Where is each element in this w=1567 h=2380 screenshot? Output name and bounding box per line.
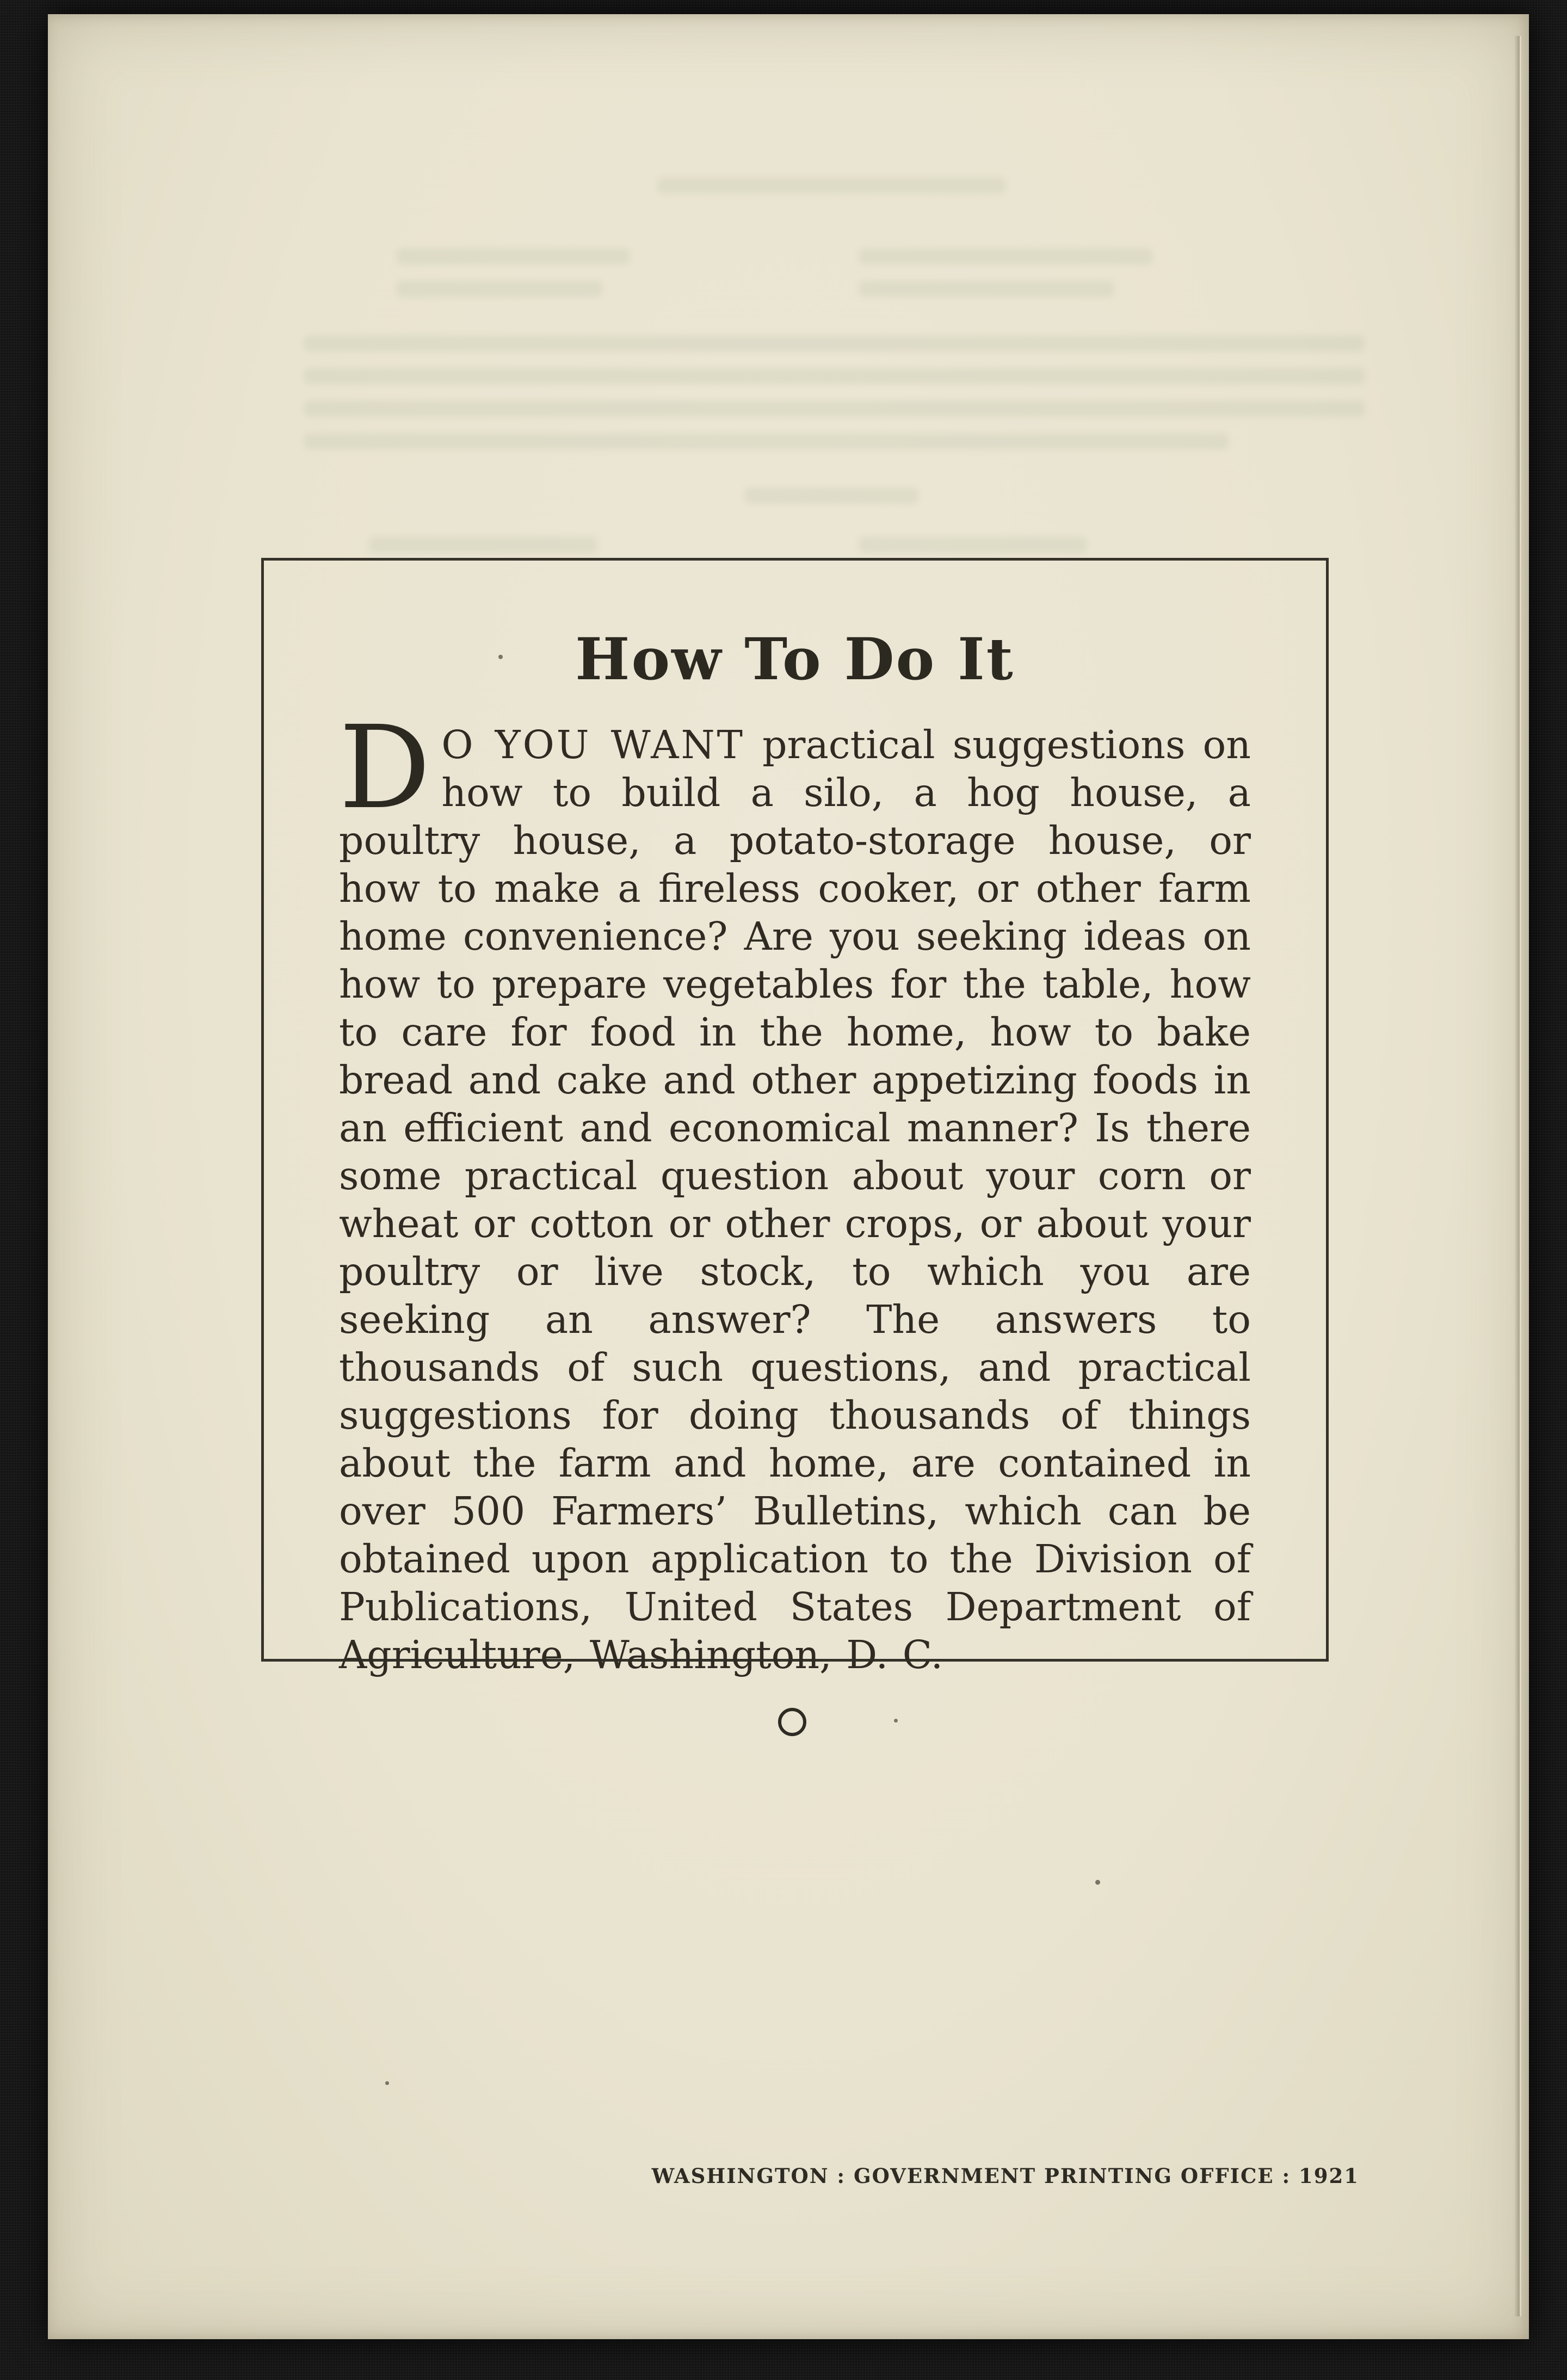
ghost-line xyxy=(657,177,1005,194)
ghost-line xyxy=(304,401,1365,417)
drop-cap: D xyxy=(339,701,431,834)
lead-in-caps: O YOU WANT xyxy=(441,722,745,767)
page-edge xyxy=(1514,36,1521,2316)
ghost-line xyxy=(859,537,1087,553)
ghost-line xyxy=(859,248,1152,265)
ghost-line xyxy=(304,368,1365,384)
ghost-line xyxy=(396,248,630,265)
body-paragraph: practical suggestions on how to build a silo, a hog house, a poultry house, a potato-storage house, or how to make a fireless cooker, or other farm home convenience? Are you seeking ideas on how to prepare vegetables for the table, how to care for food in the home, how to bake bread and cake and other appetizing foods in an efficient and economical manner? Is there some practical question about your corn or wheat or cotton or other crops, or about your poultry or live stock, to which you are seeking an answer? The answers to thousands of such questions, and practical suggestions for doing thousands of things about the farm and home, are contained in over 500 Farmers’ Bulletins, which can be obtained upon application to the Division of Publications, United States Department of Agriculture, Washington, D. C. xyxy=(339,722,1251,1677)
dust-speck xyxy=(498,655,503,659)
show-through-text xyxy=(282,177,1392,602)
ghost-line xyxy=(859,281,1114,297)
imprint-line: WASHINGTON : GOVERNMENT PRINTING OFFICE : 1921 xyxy=(651,2164,1359,2188)
page-title: How To Do It xyxy=(575,625,1015,693)
dust-speck xyxy=(1095,1880,1100,1885)
ghost-line xyxy=(396,281,603,297)
ghost-line xyxy=(744,488,918,504)
ghost-line xyxy=(304,433,1229,450)
ghost-line xyxy=(304,335,1365,352)
ghost-line xyxy=(369,537,597,553)
dust-speck xyxy=(894,1719,898,1723)
ring-mark xyxy=(778,1708,806,1736)
body-text xyxy=(339,701,1251,1679)
notice-box xyxy=(261,558,1329,1677)
document-page xyxy=(48,14,1529,2339)
dust-speck xyxy=(385,2081,389,2085)
